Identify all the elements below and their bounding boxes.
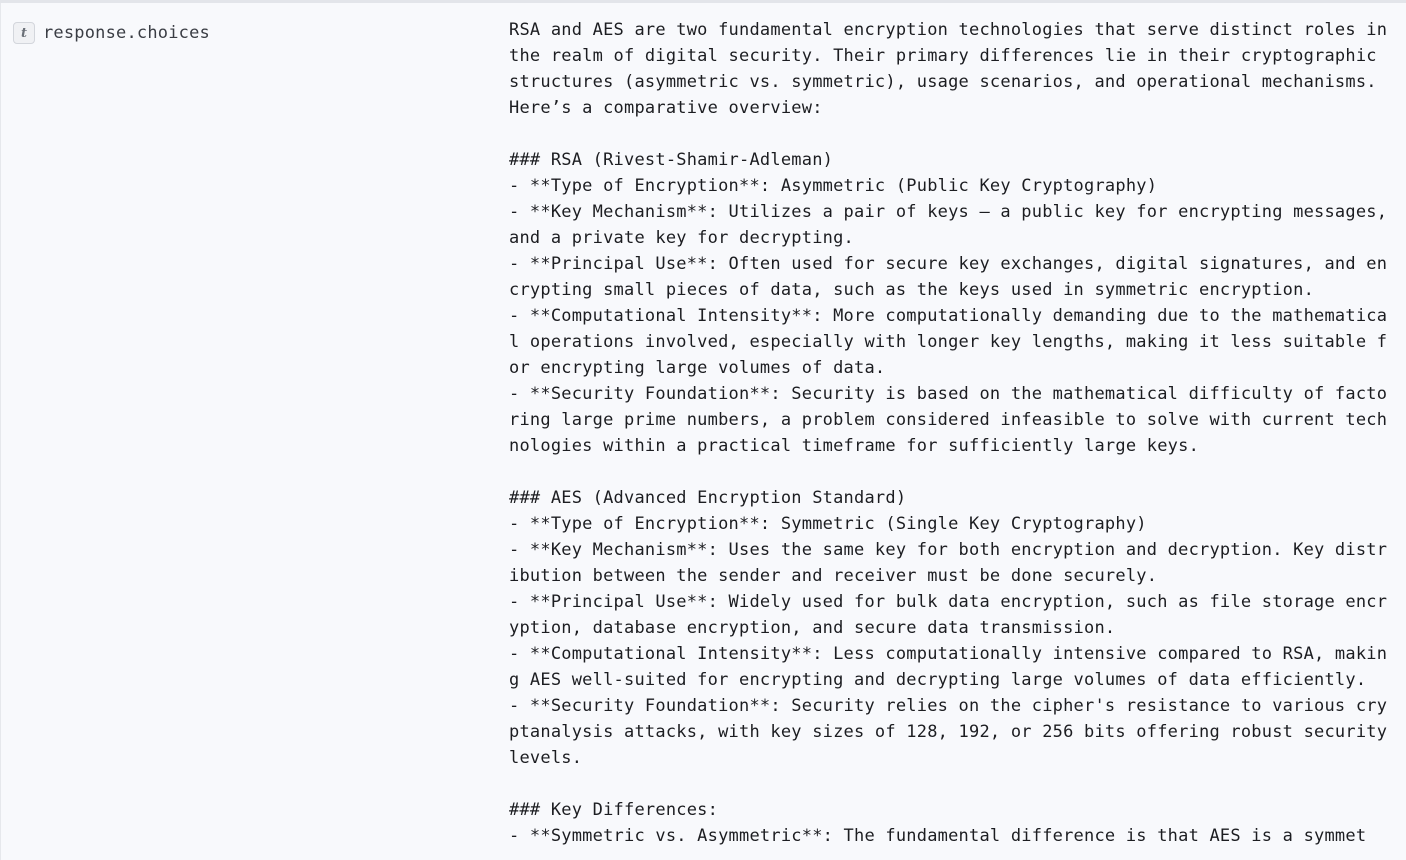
field-row — [0, 3, 1406, 860]
field-key — [13, 20, 210, 46]
field-name-label: response.choices — [43, 23, 210, 43]
field-value-text: RSA and AES are two fundamental encryption technologies that serve distinct roles in the realm of digital security. Their primary differences lie in their cryptographic structures (asymmetric vs. symmetric), usage scenarios, and operational mechanisms. Here’s a comparative overview: ### RSA (Rivest-Shamir-Adleman) - **Type of Encryption**: Asymmetric (Public Key Cryptography) - **Key Mechanism**: Utilizes a pair of keys — a public key for encrypting messages, and a private key for decrypting. - **Principal Use**: Often used for secure key exchanges, digital signatures, and encrypting small pieces of data, such as the keys used in symmetric encryption. - **Computational Intensity**: More computationally demanding due to the mathematical operations involved, especially with longer key lengths, making it less suitable for encrypting large volumes of data. - **Security Foundation**: Security is based on the mathematical difficulty of factoring large prime numbers, a problem considered infeasible to solve with current technologies within a practical timeframe for sufficiently large keys. ### AES (Advanced Encryption Standard) - **Type of Encryption**: Symmetric (Single Key Cryptography) - **Key Mechanism**: Uses the same key for both encryption and decryption. Key distribution between the sender and receiver must be done securely. - **Principal Use**: Widely used for bulk data encryption, such as file storage encryption, database encryption, and secure data transmission. - **Computational Intensity**: Less computationally intensive compared to RSA, making AES well-suited for encrypting and decrypting large volumes of data efficiently. - **Security Foundation**: Security relies on the cipher's resistance to various cryptanalysis attacks, with key sizes of 128, 192, or 256 bits offering robust security levels. ### Key Differences: - **Symmetric vs. Asymmetric**: The fundamental difference is that AES is a symmet — [509, 20, 1388, 846]
text-type-icon: t — [13, 22, 35, 44]
